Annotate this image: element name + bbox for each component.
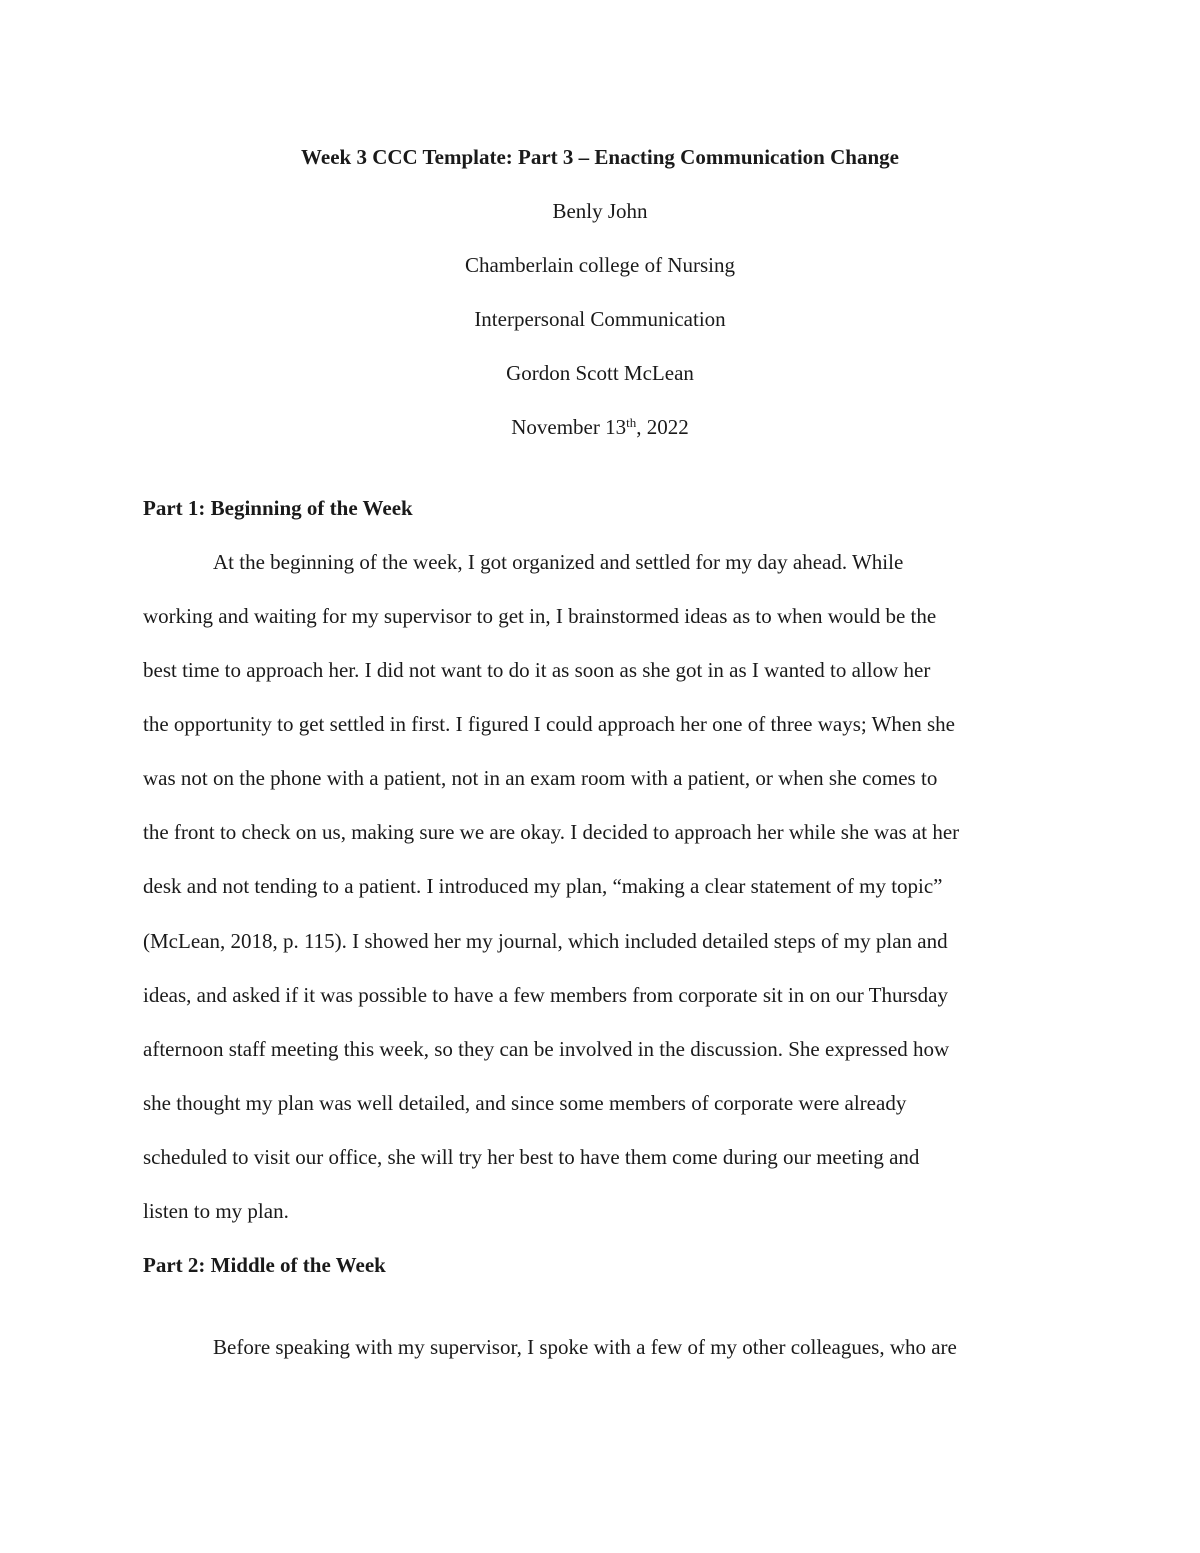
paragraph-line: she thought my plan was well detailed, and since some members of corporate were already <box>143 1091 907 1115</box>
paragraph-line: the front to check on us, making sure we are okay. I decided to approach her while she was at her <box>143 820 960 844</box>
section-heading-part-2: Part 2: Middle of the Week <box>143 1253 386 1277</box>
date-year: , 2022 <box>636 415 689 439</box>
author-name: Benly John <box>552 199 648 223</box>
date-ordinal-suffix: th <box>626 415 637 430</box>
paragraph-line: best time to approach her. I did not want to do it as soon as she got in as I wanted to allow her <box>143 658 931 682</box>
date-prefix: November 13 <box>511 415 627 439</box>
course-name: Interpersonal Communication <box>474 307 726 331</box>
document-title: Week 3 CCC Template: Part 3 – Enacting Communication Change <box>301 145 899 169</box>
paragraph-line: scheduled to visit our office, she will try her best to have them come during our meeting and <box>143 1145 920 1169</box>
paragraph-line: ideas, and asked if it was possible to have a few members from corporate sit in on our Thursday <box>143 983 948 1007</box>
institution-name: Chamberlain college of Nursing <box>464 253 735 277</box>
paragraph-line: the opportunity to get settled in first. I figured I could approach her one of three ways; When she <box>143 712 955 736</box>
paragraph-line: listen to my plan. <box>143 1199 289 1223</box>
paragraph-line: (McLean, 2018, p. 115). I showed her my journal, which included detailed steps of my plan and <box>143 929 948 953</box>
section-heading-part-1: Part 1: Beginning of the Week <box>143 496 413 520</box>
paragraph-line: Before speaking with my supervisor, I spoke with a few of my other colleagues, who are <box>213 1335 957 1359</box>
paragraph-line: was not on the phone with a patient, not in an exam room with a patient, or when she comes to <box>143 766 938 790</box>
paragraph-line: working and waiting for my supervisor to get in, I brainstormed ideas as to when would be the <box>143 604 937 628</box>
paragraph-line: desk and not tending to a patient. I introduced my plan, “making a clear statement of my topic” <box>143 874 943 898</box>
paragraph-line: At the beginning of the week, I got organized and settled for my day ahead. While <box>213 550 904 574</box>
paragraph-line: afternoon staff meeting this week, so they can be involved in the discussion. She expressed how <box>143 1037 950 1061</box>
submission-date <box>0 415 1200 439</box>
instructor-name: Gordon Scott McLean <box>506 361 694 385</box>
